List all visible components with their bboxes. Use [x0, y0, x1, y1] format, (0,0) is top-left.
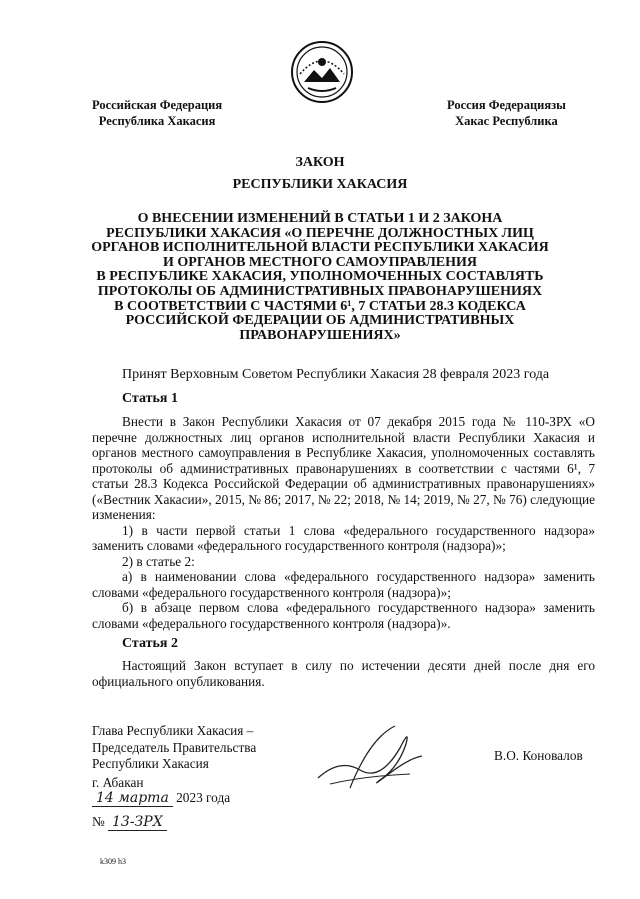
article1-paragraph: 1) в части первой статьи 1 слова «федерального государственного надзора» заменить словами «федерального государственного контроля (надзора)»;	[92, 522, 595, 553]
signatory-title	[92, 723, 256, 773]
number-handwritten: 13-ЗРХ	[108, 814, 167, 831]
header-left-line1: Российская Федерация	[92, 98, 223, 112]
title-line: РЕСПУБЛИКИ ХАКАСИЯ «О ПЕРЕЧНЕ ДОЛЖНОСТНЫХ ЛИЦ	[106, 225, 534, 241]
article1-paragraph: б) в абзаце первом слова «федерального государственного надзора» заменить словами «федерального государственного контроля (надзора)».	[92, 600, 595, 631]
coat-of-arms-emblem	[290, 40, 354, 104]
signatory-line3: Республики Хакасия	[92, 756, 209, 771]
doc-heading	[0, 152, 640, 196]
signatory-line1: Глава Республики Хакасия –	[92, 723, 254, 738]
doc-type: ЗАКОН	[295, 155, 345, 170]
accepted-line: Принят Верховным Советом Республики Хакасия 28 февраля 2023 года	[122, 367, 550, 382]
article1-paragraph: Внести в Закон Республики Хакасия от 07 декабря 2015 года № 110-ЗРХ «О перечне должностных лиц органов исполнительной власти Республики Хакасия и органов местного самоуправления в Республике Хакасия, уполномоченных составлять протоколы об административных правонарушениях в соответствии с частями 6¹, 7 статьи 28.3 Кодекса Российской Федерации об административных правонарушениях» («Вестник Хакасии», 2015, № 86; 2017, № 22; 2018, № 14; 2019, № 27, № 76) следующие изменения:	[92, 414, 595, 522]
title-line: И ОРГАНОВ МЕСТНОГО САМОУПРАВЛЕНИЯ	[162, 254, 477, 270]
title-line: В РЕСПУБЛИКЕ ХАКАСИЯ, УПОЛНОМОЧЕННЫХ СОСТАВЛЯТЬ	[96, 269, 544, 285]
article1-paragraph: а) в наименовании слова «федерального государственного надзора» заменить словами «федерального государственного контроля (надзора)»;	[92, 569, 595, 600]
city: г. Абакан	[92, 775, 144, 790]
number-prefix: №	[92, 814, 105, 829]
article2-paragraph: Настоящий Закон вступает в силу по истечении десяти дней после дня его официального опубликования.	[92, 658, 595, 689]
title-line: О ВНЕСЕНИИ ИЗМЕНЕНИЙ В СТАТЬИ 1 И 2 ЗАКОНА	[137, 211, 503, 226]
doc-issuer: РЕСПУБЛИКИ ХАКАСИЯ	[232, 177, 408, 192]
title-line: В СООТВЕТСТВИИ С ЧАСТЯМИ 6¹, 7 СТАТЬИ 28.3 КОДЕКСА	[114, 298, 526, 314]
signatory-name: В.О. Коновалов	[494, 748, 583, 763]
signatory-line2: Председатель Правительства	[92, 739, 257, 755]
header-left-line2: Республика Хакасия	[98, 114, 216, 128]
date-line	[92, 790, 230, 807]
article2-heading: Статья 2	[122, 636, 178, 651]
article1-heading: Статья 1	[122, 391, 178, 406]
article2-body	[92, 658, 595, 689]
article1-body	[92, 414, 595, 631]
footer-code: k309 h3	[100, 857, 126, 866]
article1-paragraph: 2) в статье 2:	[122, 553, 195, 569]
year-text: 2023 года	[176, 790, 231, 805]
title-line: ПРОТОКОЛЫ ОБ АДМИНИСТРАТИВНЫХ ПРАВОНАРУШЕНИЯХ	[97, 283, 543, 299]
handwritten-signature	[310, 718, 430, 798]
header-right-line1: Россия Федерациязы	[447, 98, 566, 112]
date-handwritten: 14 марта	[92, 790, 173, 807]
header-right-line2: Хакас Республика	[455, 114, 558, 128]
number-line	[92, 814, 167, 831]
title-line: ОРГАНОВ ИСПОЛНИТЕЛЬНОЙ ВЛАСТИ РЕСПУБЛИКИ ХАКАСИЯ	[91, 240, 549, 256]
title-line: ПРАВОНАРУШЕНИЯХ»	[239, 327, 401, 343]
doc-title	[70, 212, 570, 343]
title-line: РОССИЙСКОЙ ФЕДЕРАЦИИ ОБ АДМИНИСТРАТИВНЫХ	[125, 313, 515, 329]
header-left	[92, 97, 222, 129]
header-right	[447, 97, 566, 129]
